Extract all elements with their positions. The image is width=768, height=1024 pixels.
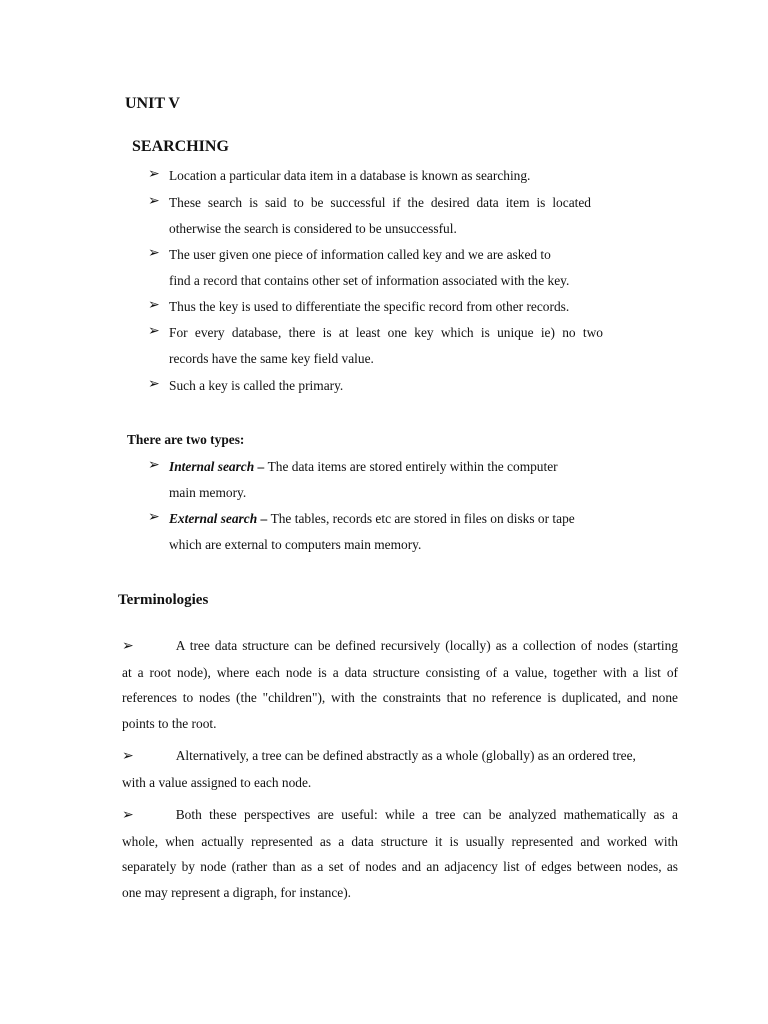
unit-title: UNIT V [125, 95, 180, 112]
arrow-bullet-icon: ➢ [148, 377, 160, 392]
searching-point-2: These search is said to be successful if the desired data item is located otherwise the search is considered to be unsuccessful. [169, 195, 591, 236]
arrow-bullet-icon: ➢ [122, 639, 134, 654]
section-title-searching: SEARCHING [132, 138, 229, 155]
searching-point-6: Such a key is called the primary. [169, 378, 344, 393]
arrow-bullet-icon: ➢ [148, 324, 160, 339]
terminology-paragraph-3: ➢ Both these perspectives are useful: while a tree can be analyzed mathematically as a whole, when actually represented as a data structure it is usually represented and worked with separately by node (rather than as a set of nodes and an adjacency list of edges between nodes, as one may represent a digraph, for instance). [122, 807, 678, 900]
terminology-paragraph-2: ➢ Alternatively, a tree can be defined abstractly as a whole (globally) as an ordered tree, with a value assigned to each node. [122, 748, 636, 790]
searching-point-5: For every database, there is at least one key which is unique ie) no two records have the same key field value. [169, 325, 603, 366]
searching-point-4: Thus the key is used to differentiate the specific record from other records. [169, 299, 570, 314]
arrow-bullet-icon: ➢ [148, 167, 160, 182]
type-internal-search: Internal search – The data items are stored entirely within the computer main memory. [169, 459, 558, 500]
arrow-bullet-icon: ➢ [148, 246, 160, 261]
arrow-bullet-icon: ➢ [148, 458, 160, 473]
terminologies-heading: Terminologies [118, 592, 209, 608]
terminology-paragraph-1: ➢ A tree data structure can be defined recursively (locally) as a collection of nodes (starting at a root node), where each node is a data structure consisting of a value, together with a list of references to nodes (the "children"), with the constraints that no reference is duplicated, and none points to the root. [122, 638, 678, 731]
arrow-bullet-icon: ➢ [122, 808, 134, 823]
types-heading: There are two types: [127, 432, 245, 447]
term-internal-search: Internal search [169, 459, 255, 474]
type-external-search: External search – The tables, records etc are stored in files on disks or tape which are external to computers main memory. [169, 511, 575, 552]
arrow-bullet-icon: ➢ [148, 194, 160, 209]
searching-point-3: The user given one piece of information called key and we are asked to find a record that contains other set of information associated with the key. [169, 247, 570, 288]
arrow-bullet-icon: ➢ [148, 510, 160, 525]
term-external-search: External search [169, 511, 258, 526]
searching-point-1: Location a particular data item in a database is known as searching. [169, 168, 531, 183]
arrow-bullet-icon: ➢ [122, 749, 134, 764]
arrow-bullet-icon: ➢ [148, 298, 160, 313]
